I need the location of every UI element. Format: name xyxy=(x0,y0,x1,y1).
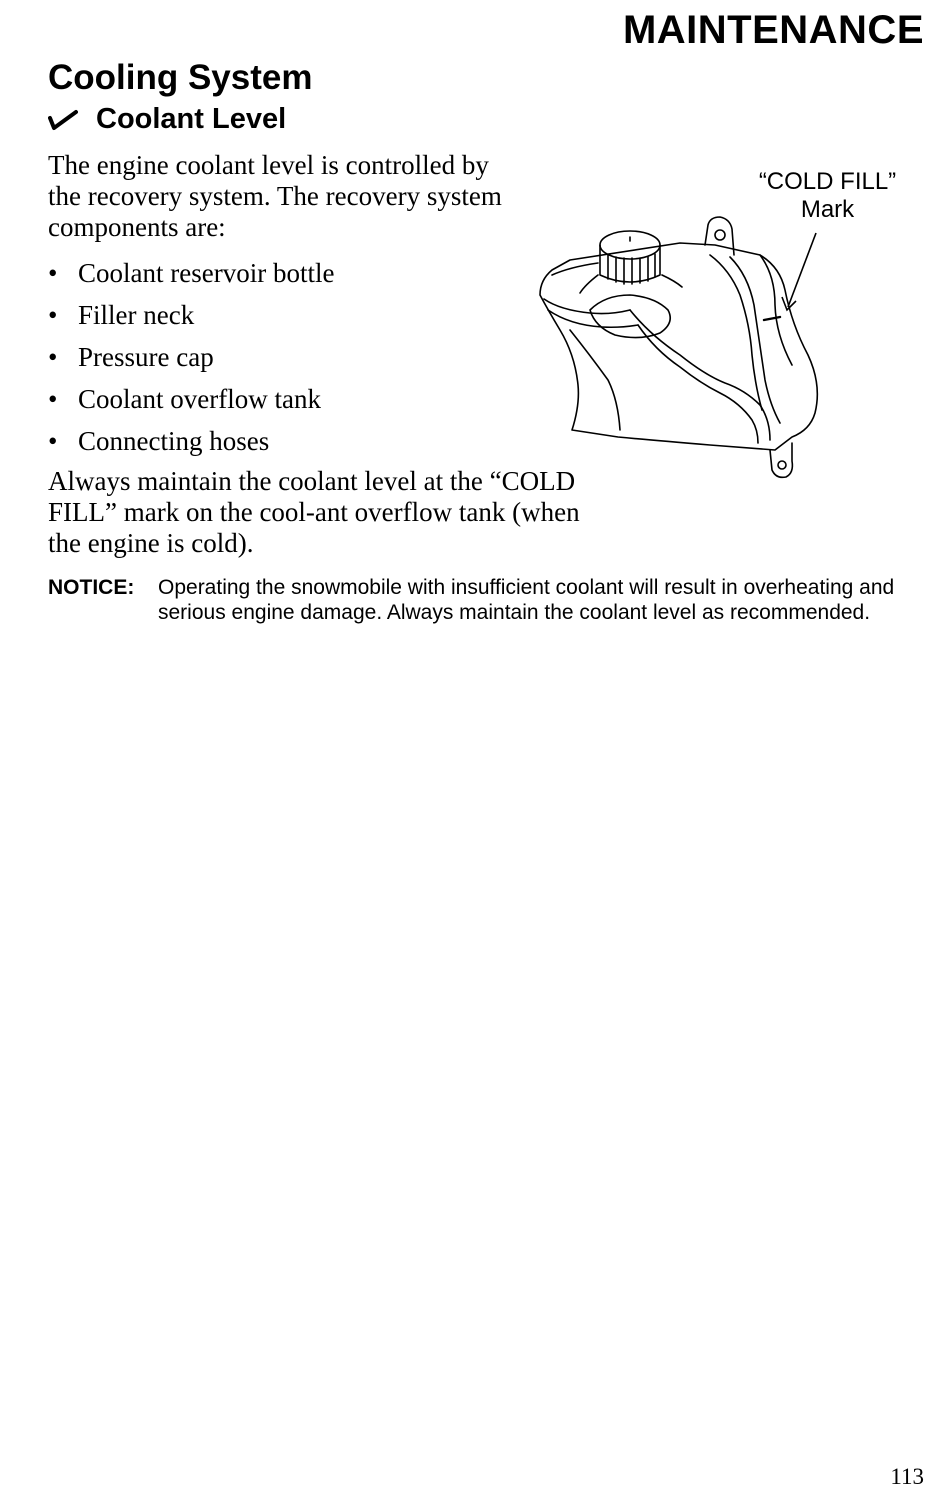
intro-paragraph: The engine coolant level is controlled by the recovery system. The recovery system components are: xyxy=(48,150,502,242)
components-list xyxy=(48,254,334,464)
subheading-label: Coolant Level xyxy=(96,103,287,135)
callout-line-2: Mark xyxy=(800,196,855,223)
page-heading: Cooling System xyxy=(48,58,313,97)
coolant-tank-illustration xyxy=(530,215,850,485)
list-item: • Coolant reservoir bottle xyxy=(48,258,335,288)
list-item: • Filler neck xyxy=(48,300,195,330)
notice-block xyxy=(48,575,928,625)
checkmark-icon xyxy=(48,108,78,132)
subheading xyxy=(48,103,286,136)
page-number: 113 xyxy=(890,1464,924,1489)
list-item: • Pressure cap xyxy=(48,342,214,372)
callout-line-1: “COLD FILL” xyxy=(758,168,897,195)
list-item: • Connecting hoses xyxy=(48,426,270,456)
list-item: • Coolant overflow tank xyxy=(48,384,321,414)
notice-label: NOTICE: xyxy=(48,576,135,599)
maintain-paragraph: Always maintain the coolant level at the “COLD FILL” mark on the cool-ant overflow tank (when the engine is cold). xyxy=(48,466,580,558)
section-header: MAINTENANCE xyxy=(622,8,924,52)
notice-text: Operating the snowmobile with insufficient coolant will result in overheating and serious engine damage. Always maintain the coolant level as recommended. xyxy=(158,576,895,624)
